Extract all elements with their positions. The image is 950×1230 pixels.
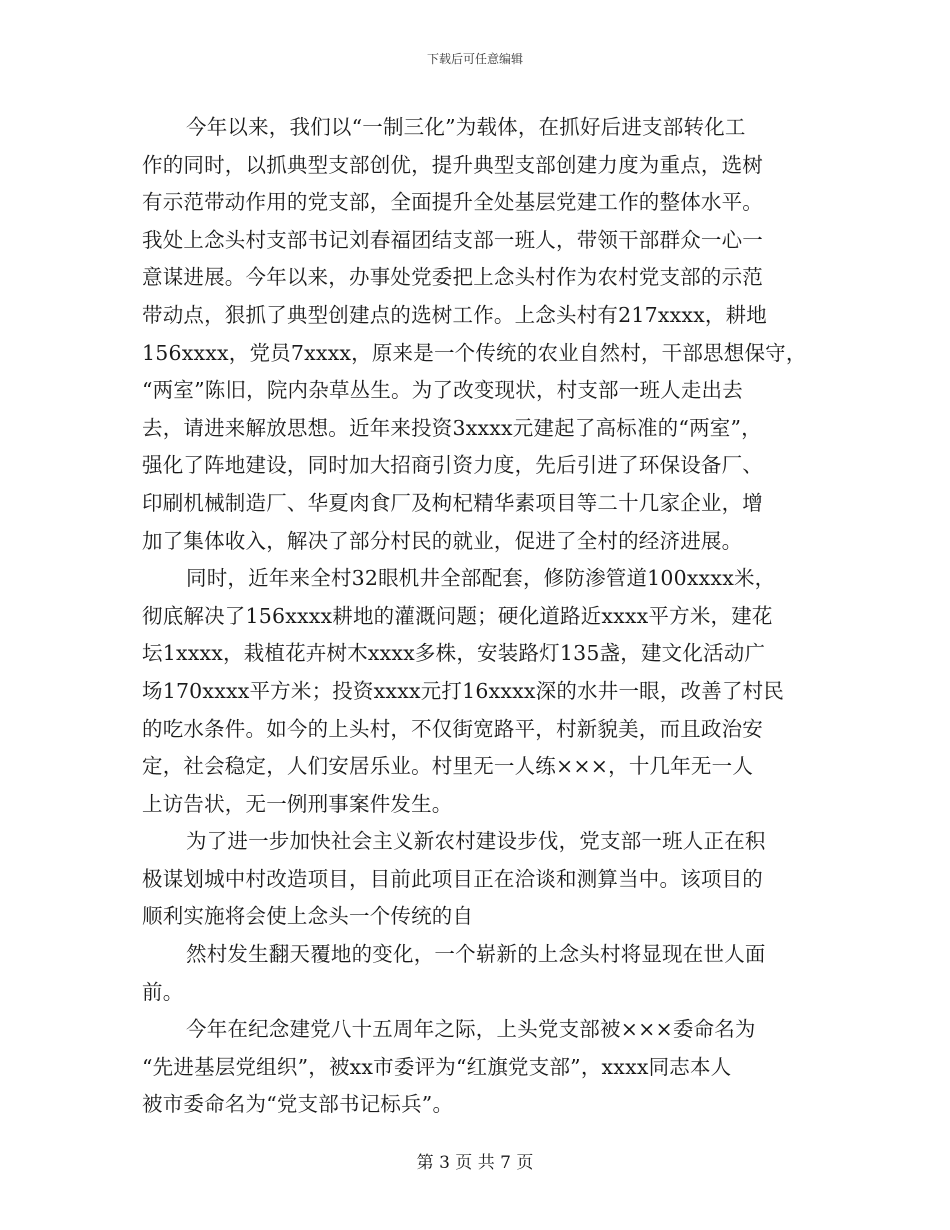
text-line: 上访告状，无一例刑事案件发生。 xyxy=(142,791,453,816)
paragraph-2 xyxy=(142,560,812,823)
text-line: 今年在纪念建党八十五周年之际，上头党支部被×××委命名为 xyxy=(186,1017,756,1042)
text-line: “两室”陈旧，院内杂草丛生。为了改变现状，村支部一班人走出去 xyxy=(142,378,743,403)
text-line: 印刷机械制造厂、华夏肉食厂及枸杞精华素项目等二十几家企业，增 xyxy=(142,490,763,515)
text-line: 场170xxxx平方米；投资xxxx元打16xxxx深的水井一眼，改善了村民 xyxy=(142,678,785,703)
text-line: 加了集体收入，解决了部分村民的就业，促进了全村的经济进展。 xyxy=(142,528,743,553)
paragraph-3 xyxy=(142,823,812,936)
text-line: 然村发生翻天覆地的变化，一个崭新的上念头村将显现在世人面 xyxy=(186,942,766,967)
text-line: 带动点，狠抓了典型创建点的选树工作。上念头村有217xxxx，耕地 xyxy=(142,302,767,327)
text-line: 今年以来，我们以“一制三化”为载体，在抓好后进支部转化工 xyxy=(186,115,746,139)
text-line: 我处上念头村支部书记刘春福团结支部一班人，带领干部群众一心一 xyxy=(142,227,763,252)
page-number: 第 3 页 共 7 页 xyxy=(416,1153,534,1173)
paragraph-1 xyxy=(142,109,812,560)
text-line: 156xxxx，党员7xxxx，原来是一个传统的农业自然村，干部思想保守， xyxy=(142,340,807,365)
text-line: 坛1xxxx，栽植花卉树木xxxx多株，安装路灯135盏，建文化活动广 xyxy=(142,641,766,666)
header-note: 下载后可任意编辑 xyxy=(426,52,523,66)
paragraph-5 xyxy=(142,1011,812,1124)
text-line: 被市委命名为“党支部书记标兵”。 xyxy=(142,1092,454,1117)
text-line: 同时，近年来全村32眼机井全部配套，修防渗管道100xxxx米， xyxy=(186,566,776,591)
text-line: 的吃水条件。如今的上头村，不仅街宽路平，村新貌美，而且政治安 xyxy=(142,716,763,741)
text-line: 极谋划城中村改造项目，目前此项目正在洽谈和测算当中。该项目的 xyxy=(142,866,763,891)
text-line: 定，社会稳定，人们安居乐业。村里无一人练×××，十几年无一人 xyxy=(142,754,754,779)
page-footer xyxy=(0,1152,950,1174)
text-line: 顺利实施将会使上念头一个传统的自 xyxy=(142,904,474,929)
text-line: 前。 xyxy=(142,979,184,1004)
page-header xyxy=(0,51,950,67)
text-line: 彻底解决了156xxxx耕地的灌溉问题；硬化道路近xxxx平方米，建花 xyxy=(142,603,773,628)
text-line: 去，请进来解放思想。近年来投资3xxxx元建起了高标准的“两室”， xyxy=(142,415,762,440)
text-line: 强化了阵地建设，同时加大招商引资力度，先后引进了环保设备厂、 xyxy=(142,453,763,478)
text-line: 作的同时，以抓典型支部创优，提升典型支部创建力度为重点，选树 xyxy=(142,152,763,177)
text-line: 为了进一步加快社会主义新农村建设步伐，党支部一班人正在积 xyxy=(186,829,766,854)
text-line: 意谋进展。今年以来，办事处党委把上念头村作为农村党支部的示范 xyxy=(142,265,763,290)
paragraph-4 xyxy=(142,936,812,1011)
document-body xyxy=(142,109,812,1124)
text-line: 有示范带动作用的党支部，全面提升全处基层党建工作的整体水平。 xyxy=(142,190,763,215)
text-line: “先进基层党组织”，被xx市委评为“红旗党支部”，xxxx同志本人 xyxy=(142,1054,732,1079)
